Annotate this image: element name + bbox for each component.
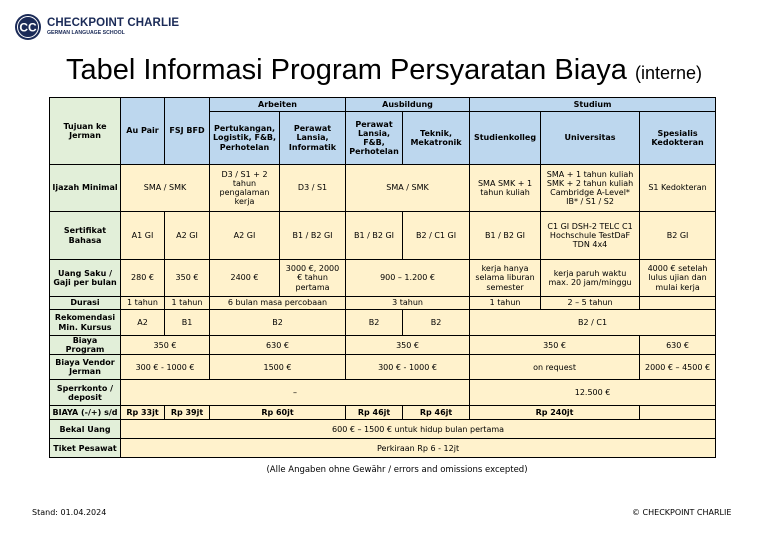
header-fsj-bfd: FSJ BFD (165, 98, 210, 165)
header-spesialis: Spesialis Kedokteran (640, 112, 716, 165)
cell-biaya-total-arbeiten: Rp 60jt (210, 406, 346, 420)
cell-sertifikat-aupair: A1 GI (121, 212, 165, 260)
copyright: © CHECKPOINT CHARLIE (632, 508, 732, 517)
cell-biaya-vendor-arbeiten: 1500 € (210, 355, 346, 380)
cell-sertifikat-fsj: A2 GI (165, 212, 210, 260)
cell-biaya-program-studium: 350 € (470, 336, 640, 355)
cell-biaya-total-fsj: Rp 39jt (165, 406, 210, 420)
cell-uang-saku-aupair: 280 € (121, 260, 165, 297)
cell-biaya-vendor-ausbildung: 300 € - 1000 € (346, 355, 470, 380)
header-au-pair: Au Pair (121, 98, 165, 165)
table-row (50, 439, 716, 458)
cell-durasi-ausbildung: 3 tahun (346, 297, 470, 310)
header-studienkolleg: Studienkolleg (470, 112, 541, 165)
header-ausbildung-teknik: Teknik, Mekatronik (403, 112, 470, 165)
header-ausbildung: Ausbildung (346, 98, 470, 112)
page-title (0, 52, 768, 91)
cell-kursus-ausbildung-1: B2 (346, 310, 403, 336)
header-arbeiten-pertukangan: Pertukangan, Logistik, F&B, Perhotelan (210, 112, 280, 165)
cell-biaya-program-spesialis: 630 € (640, 336, 716, 355)
cell-sperrkonto-studium: 12.500 € (470, 380, 716, 406)
cell-biaya-total-ausbildung-1: Rp 46jt (346, 406, 403, 420)
title-suffix: (interne) (634, 63, 702, 83)
table-row (50, 420, 716, 439)
cell-ijazah-ausbildung: SMA / SMK (346, 165, 470, 212)
header-arbeiten: Arbeiten (210, 98, 346, 112)
table-row (50, 336, 716, 355)
table-row (50, 355, 716, 380)
cell-durasi-fsj: 1 tahun (165, 297, 210, 310)
cell-sperrkonto-nonstudium: – (121, 380, 470, 406)
cell-ijazah-arbeiten-2: D3 / S1 (280, 165, 346, 212)
cell-biaya-vendor-studium: on request (470, 355, 640, 380)
cell-ijazah-aupair-fsj: SMA / SMK (121, 165, 210, 212)
cell-biaya-vendor-spesialis: 2000 € – 4500 € (640, 355, 716, 380)
row-label-sperrkonto: Sperrkonto / deposit (50, 380, 121, 406)
cell-biaya-total-aupair: Rp 33jt (121, 406, 165, 420)
header-arbeiten-perawat: Perawat Lansia, Informatik (280, 112, 346, 165)
cell-durasi-spesialis (640, 297, 716, 310)
cell-sertifikat-arbeiten-1: A2 GI (210, 212, 280, 260)
program-info-table (49, 97, 716, 458)
cell-durasi-aupair: 1 tahun (121, 297, 165, 310)
cell-durasi-universitas: 2 – 5 tahun (541, 297, 640, 310)
cell-kursus-studium: B2 / C1 (470, 310, 716, 336)
table-row (50, 297, 716, 310)
cell-durasi-arbeiten: 6 bulan masa percobaan (210, 297, 346, 310)
table-row (50, 260, 716, 297)
header-studium: Studium (470, 98, 716, 112)
cell-sertifikat-spesialis: B2 GI (640, 212, 716, 260)
cell-uang-saku-fsj: 350 € (165, 260, 210, 297)
cell-kursus-ausbildung-2: B2 (403, 310, 470, 336)
row-label-uang-saku: Uang Saku / Gaji per bulan (50, 260, 121, 297)
logo-name: CHECKPOINT CHARLIE (47, 16, 180, 29)
cell-uang-saku-ausbildung: 900 – 1.200 € (346, 260, 470, 297)
header-universitas: Universitas (541, 112, 640, 165)
cell-sertifikat-studienkolleg: B1 / B2 GI (470, 212, 541, 260)
svg-text:CC: CC (19, 20, 37, 35)
cell-sertifikat-ausbildung-2: B2 / C1 GI (403, 212, 470, 260)
cell-biaya-program-aupair-fsj: 350 € (121, 336, 210, 355)
cell-uang-saku-arbeiten-2: 3000 €, 2000 € tahun pertama (280, 260, 346, 297)
cell-ijazah-arbeiten-1: D3 / S1 + 2 tahun pengalaman kerja (210, 165, 280, 212)
row-label-sertifikat: Sertifikat Bahasa (50, 212, 121, 260)
cell-kursus-fsj: B1 (165, 310, 210, 336)
row-label-biaya-program: Biaya Program (50, 336, 121, 355)
cell-durasi-studienkolleg: 1 tahun (470, 297, 541, 310)
cell-biaya-vendor-aupair-fsj: 300 € - 1000 € (121, 355, 210, 380)
cell-sertifikat-universitas: C1 GI DSH-2 TELC C1 Hochschule TestDaF TDN 4x4 (541, 212, 640, 260)
logo-subtitle: GERMAN LANGUAGE SCHOOL (47, 30, 125, 37)
cell-kursus-aupair: A2 (121, 310, 165, 336)
row-label-bekal: Bekal Uang (50, 420, 121, 439)
table-row (50, 380, 716, 406)
cell-bekal-value: 600 € – 1500 € untuk hidup bulan pertama (121, 420, 716, 439)
title-main: Tabel Informasi Program Persyaratan Biaya (65, 54, 627, 86)
cell-uang-saku-arbeiten-1: 2400 € (210, 260, 280, 297)
row-label-durasi: Durasi (50, 297, 121, 310)
cell-ijazah-studienkolleg: SMA SMK + 1 tahun kuliah (470, 165, 541, 212)
cell-ijazah-universitas: SMA + 1 tahun kuliah SMK + 2 tahun kuliah Cambridge A-Level* IB* / S1 / S2 (541, 165, 640, 212)
cell-sertifikat-ausbildung-1: B1 / B2 GI (346, 212, 403, 260)
cell-uang-saku-spesialis: 4000 € setelah lulus ujian dan mulai kerja (640, 260, 716, 297)
row-label-biaya-total: BIAYA (-/+) s/d (50, 406, 121, 420)
cell-ijazah-spesialis: S1 Kedokteran (640, 165, 716, 212)
school-logo (14, 13, 179, 41)
cell-biaya-total-spesialis (640, 406, 716, 420)
cell-sertifikat-arbeiten-2: B1 / B2 GI (280, 212, 346, 260)
disclaimer-note: (Alle Angaben ohne Gewähr / errors and omissions excepted) (266, 465, 528, 475)
cell-kursus-arbeiten: B2 (210, 310, 346, 336)
header-tujuan: Tujuan ke Jerman (50, 98, 121, 165)
cell-biaya-program-arbeiten: 630 € (210, 336, 346, 355)
row-label-ijazah: Ijazah Minimal (50, 165, 121, 212)
cell-biaya-total-ausbildung-2: Rp 46jt (403, 406, 470, 420)
table-row (50, 165, 716, 212)
table-row (50, 406, 716, 420)
cell-tiket-value: Perkiraan Rp 6 - 12jt (121, 439, 716, 458)
cell-biaya-total-studium: Rp 240jt (470, 406, 640, 420)
row-label-tiket: Tiket Pesawat (50, 439, 121, 458)
header-ausbildung-perawat: Perawat Lansia, F&B, Perhotelan (346, 112, 403, 165)
cell-uang-saku-studienkolleg: kerja hanya selama liburan semester (470, 260, 541, 297)
table-row (50, 212, 716, 260)
cell-biaya-program-ausbildung: 350 € (346, 336, 470, 355)
table-row (50, 310, 716, 336)
row-label-biaya-vendor: Biaya Vendor Jerman (50, 355, 121, 380)
table-row (50, 98, 716, 112)
cell-uang-saku-universitas: kerja paruh waktu max. 20 jam/minggu (541, 260, 640, 297)
row-label-kursus: Rekomendasi Min. Kursus (50, 310, 121, 336)
stand-date: Stand: 01.04.2024 (32, 508, 107, 517)
cc-logo-icon (14, 13, 42, 41)
